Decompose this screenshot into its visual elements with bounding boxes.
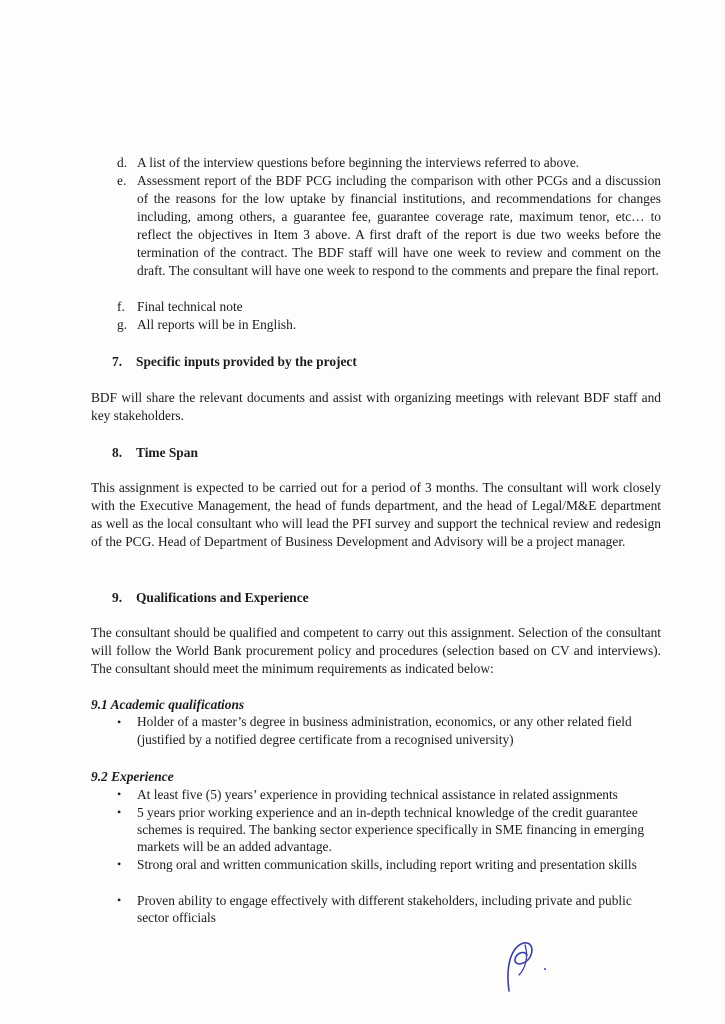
section-body: The consultant should be qualified and competent to carry out this assignment. Selection of the consultant will follow the World Bank procurement policy and procedures (selection based on CV and interviews). The consultant should meet the minimum requirements as indicated below: (91, 625, 661, 676)
bullet-item (117, 804, 661, 855)
bullet-item (117, 892, 661, 926)
bullet-text: Proven ability to engage effectively with different stakeholders, including private and public sector officials (137, 893, 632, 925)
section-title: Specific inputs provided by the project (136, 354, 357, 369)
list-item-text: Final technical note (137, 299, 243, 314)
bullet-text: Strong oral and written communication skills, including report writing and presentation skills (137, 857, 637, 872)
bullet-item (117, 786, 661, 803)
list-item-text: All reports will be in English. (137, 317, 297, 332)
section-number: 8. (112, 445, 123, 460)
bullet-item (117, 713, 661, 749)
subsection-heading: 9.1 Academic qualifications (91, 697, 245, 712)
bullet-item (117, 856, 661, 873)
list-item (117, 154, 661, 172)
subsection-heading: 9.2 Experience (91, 769, 174, 784)
signature-icon (495, 935, 555, 995)
list-marker: f. (117, 299, 125, 314)
section-heading (112, 353, 357, 371)
list-marker: g. (117, 317, 128, 332)
bullet-text: 5 years prior working experience and an in-depth technical knowledge of the credit guarantee schemes is required. The banking sector experience specifically in SME financing in emerging markets will be an added advantage. (137, 805, 645, 854)
section-heading (112, 444, 198, 462)
section-body: BDF will share the relevant documents and assist with organizing meetings with relevant BDF staff and key stakeholders. (91, 390, 661, 423)
bullet-text: At least five (5) years’ experience in providing technical assistance in related assignments (137, 787, 618, 802)
bullet-icon: • (117, 805, 122, 819)
bullet-icon: • (117, 857, 122, 871)
list-item (117, 172, 661, 280)
list-marker: d. (117, 155, 128, 170)
list-item (117, 316, 661, 334)
list-marker: e. (117, 173, 127, 188)
section-number: 9. (112, 590, 123, 605)
list-item (117, 298, 661, 316)
section-title: Qualifications and Experience (136, 590, 309, 605)
bullet-icon: • (117, 787, 122, 801)
bullet-icon: • (117, 893, 122, 907)
section-title: Time Span (136, 445, 198, 460)
list-item-text: Assessment report of the BDF PCG including the comparison with other PCGs and a discussion of the reasons for the low uptake by financial institutions, and recommendations for changes including, among others, a guarantee fee, guarantee coverage rate, maximum tenor, etc… to reflect the objectives in Item 3 above. A first draft of the report is due two weeks before the termination of the contract. The BDF staff will have one week to review and comment on the draft. The consultant will have one week to respond to the comments and prepare the final report. (137, 173, 661, 278)
bullet-text: Holder of a master’s degree in business administration, economics, or any other related field (justified by a notified degree certificate from a recognised university) (137, 714, 632, 747)
section-number: 7. (112, 354, 123, 369)
bullet-icon: • (117, 715, 122, 729)
section-heading (112, 589, 309, 607)
list-item-text: A list of the interview questions before beginning the interviews referred to above. (137, 155, 580, 170)
section-body: This assignment is expected to be carried out for a period of 3 months. The consultant will work closely with the Executive Management, the head of funds department, and the head of Legal/M&E department as well as the local consultant who will lead the PFI survey and support the technical review and redesign of the PCG. Head of Department of Business Development and Advisory will be a project manager. (91, 480, 661, 549)
